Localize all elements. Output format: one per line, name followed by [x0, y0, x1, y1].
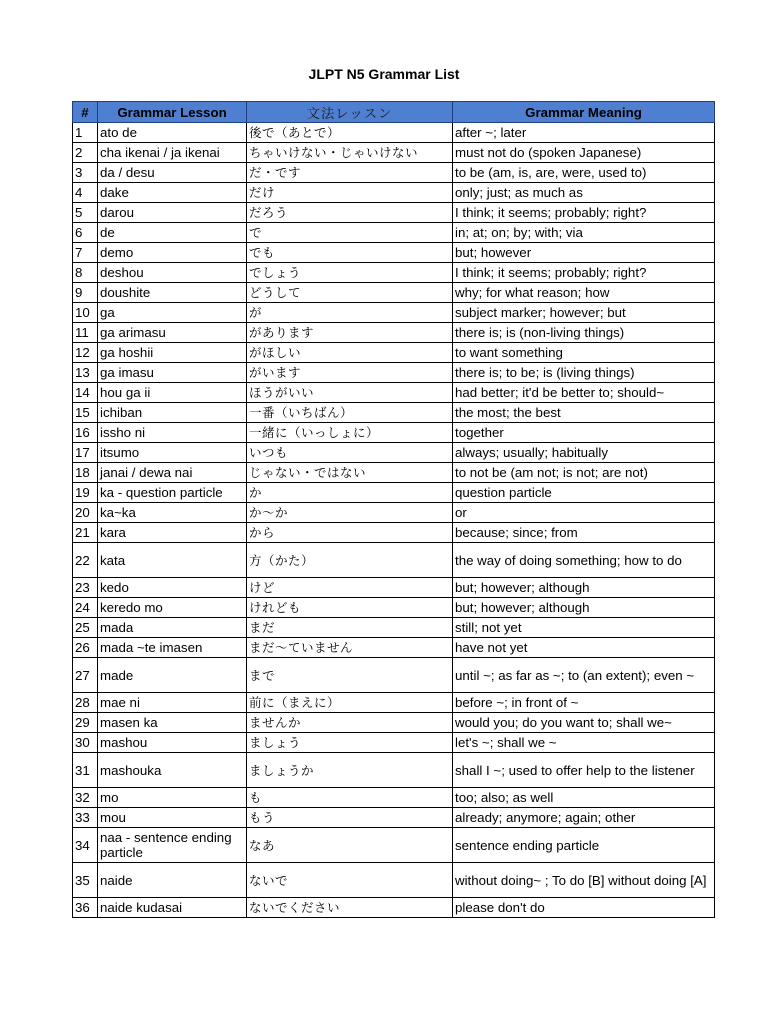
row-number: 23	[73, 578, 98, 598]
row-number: 31	[73, 753, 98, 788]
japanese-cell: まだ～ていません	[247, 638, 453, 658]
grammar-meaning-cell: I think; it seems; probably; right?	[453, 263, 715, 283]
row-number: 15	[73, 403, 98, 423]
grammar-meaning-cell: to not be (am not; is not; are not)	[453, 463, 715, 483]
grammar-meaning-cell: let's ~; shall we ~	[453, 733, 715, 753]
row-number: 18	[73, 463, 98, 483]
row-number: 11	[73, 323, 98, 343]
row-number: 22	[73, 543, 98, 578]
row-number: 28	[73, 693, 98, 713]
grammar-meaning-cell: subject marker; however; but	[453, 303, 715, 323]
grammar-lesson-cell: mashouka	[98, 753, 247, 788]
japanese-cell: 後で（あとで）	[247, 123, 453, 143]
grammar-meaning-cell: or	[453, 503, 715, 523]
japanese-cell: なあ	[247, 828, 453, 863]
grammar-meaning-cell: but; however; although	[453, 578, 715, 598]
row-number: 3	[73, 163, 98, 183]
row-number: 33	[73, 808, 98, 828]
grammar-lesson-cell: keredo mo	[98, 598, 247, 618]
grammar-meaning-cell: until ~; as far as ~; to (an extent); even ~	[453, 658, 715, 693]
row-number: 26	[73, 638, 98, 658]
header-japanese: 文法レッスン	[247, 102, 453, 123]
grammar-meaning-cell: the way of doing something; how to do	[453, 543, 715, 578]
grammar-lesson-cell: kedo	[98, 578, 247, 598]
grammar-lesson-cell: ichiban	[98, 403, 247, 423]
grammar-meaning-cell: in; at; on; by; with; via	[453, 223, 715, 243]
table-row	[73, 543, 715, 578]
grammar-lesson-cell: masen ka	[98, 713, 247, 733]
grammar-lesson-cell: naa - sentence ending particle	[98, 828, 247, 863]
grammar-meaning-cell: too; also; as well	[453, 788, 715, 808]
japanese-cell: が	[247, 303, 453, 323]
header-grammar-lesson: Grammar Lesson	[98, 102, 247, 123]
row-number: 19	[73, 483, 98, 503]
grammar-meaning-cell: after ~; later	[453, 123, 715, 143]
table-row	[73, 503, 715, 523]
grammar-lesson-cell: demo	[98, 243, 247, 263]
grammar-lesson-cell: issho ni	[98, 423, 247, 443]
japanese-cell: でしょう	[247, 263, 453, 283]
row-number: 4	[73, 183, 98, 203]
grammar-lesson-cell: kata	[98, 543, 247, 578]
row-number: 14	[73, 383, 98, 403]
row-number: 30	[73, 733, 98, 753]
row-number: 8	[73, 263, 98, 283]
row-number: 24	[73, 598, 98, 618]
table-row	[73, 713, 715, 733]
table-header-row	[73, 102, 715, 123]
japanese-cell: いつも	[247, 443, 453, 463]
grammar-lesson-cell: mae ni	[98, 693, 247, 713]
table-row	[73, 263, 715, 283]
grammar-meaning-cell: had better; it'd be better to; should~	[453, 383, 715, 403]
table-row	[73, 693, 715, 713]
grammar-lesson-cell: naide kudasai	[98, 898, 247, 918]
japanese-cell: があります	[247, 323, 453, 343]
page-title: JLPT N5 Grammar List	[308, 66, 460, 82]
grammar-lesson-cell: made	[98, 658, 247, 693]
row-number: 12	[73, 343, 98, 363]
grammar-lesson-cell: doushite	[98, 283, 247, 303]
grammar-meaning-cell: always; usually; habitually	[453, 443, 715, 463]
grammar-lesson-cell: naide	[98, 863, 247, 898]
table-row	[73, 598, 715, 618]
japanese-cell: がいます	[247, 363, 453, 383]
row-number: 7	[73, 243, 98, 263]
grammar-meaning-cell: before ~; in front of ~	[453, 693, 715, 713]
japanese-cell: で	[247, 223, 453, 243]
grammar-lesson-cell: ga imasu	[98, 363, 247, 383]
grammar-lesson-cell: dake	[98, 183, 247, 203]
row-number: 20	[73, 503, 98, 523]
row-number: 6	[73, 223, 98, 243]
grammar-lesson-cell: ka~ka	[98, 503, 247, 523]
japanese-cell: だ・です	[247, 163, 453, 183]
table-row	[73, 578, 715, 598]
japanese-cell: ないで	[247, 863, 453, 898]
table-row	[73, 483, 715, 503]
japanese-cell: か～か	[247, 503, 453, 523]
table-row	[73, 163, 715, 183]
japanese-cell: だろう	[247, 203, 453, 223]
grammar-lesson-cell: ka - question particle	[98, 483, 247, 503]
japanese-cell: だけ	[247, 183, 453, 203]
table-row	[73, 463, 715, 483]
grammar-meaning-cell: to be (am, is, are, were, used to)	[453, 163, 715, 183]
row-number: 1	[73, 123, 98, 143]
table-row	[73, 123, 715, 143]
table-row	[73, 383, 715, 403]
japanese-cell: じゃない・ではない	[247, 463, 453, 483]
row-number: 10	[73, 303, 98, 323]
grammar-lesson-cell: da / desu	[98, 163, 247, 183]
japanese-cell: もう	[247, 808, 453, 828]
grammar-meaning-cell: sentence ending particle	[453, 828, 715, 863]
grammar-lesson-cell: mada	[98, 618, 247, 638]
japanese-cell: 一番（いちばん）	[247, 403, 453, 423]
grammar-meaning-cell: but; however; although	[453, 598, 715, 618]
table-row	[73, 223, 715, 243]
japanese-cell: けど	[247, 578, 453, 598]
row-number: 5	[73, 203, 98, 223]
table-row	[73, 243, 715, 263]
grammar-meaning-cell: there is; to be; is (living things)	[453, 363, 715, 383]
header-number: #	[73, 102, 98, 123]
table-row	[73, 658, 715, 693]
grammar-meaning-cell: only; just; as much as	[453, 183, 715, 203]
table-row	[73, 143, 715, 163]
table-row	[73, 443, 715, 463]
row-number: 16	[73, 423, 98, 443]
japanese-cell: けれども	[247, 598, 453, 618]
row-number: 21	[73, 523, 98, 543]
table-row	[73, 808, 715, 828]
row-number: 32	[73, 788, 98, 808]
header-grammar-meaning: Grammar Meaning	[453, 102, 715, 123]
grammar-lesson-cell: kara	[98, 523, 247, 543]
grammar-meaning-cell: because; since; from	[453, 523, 715, 543]
japanese-cell: まで	[247, 658, 453, 693]
table-row	[73, 303, 715, 323]
grammar-lesson-cell: ato de	[98, 123, 247, 143]
table-row	[73, 828, 715, 863]
row-number: 2	[73, 143, 98, 163]
table-row	[73, 523, 715, 543]
grammar-meaning-cell: shall I ~; used to offer help to the listener	[453, 753, 715, 788]
table-row	[73, 898, 715, 918]
row-number: 34	[73, 828, 98, 863]
row-number: 17	[73, 443, 98, 463]
grammar-lesson-cell: cha ikenai / ja ikenai	[98, 143, 247, 163]
japanese-cell: ましょうか	[247, 753, 453, 788]
table-row	[73, 183, 715, 203]
japanese-cell: がほしい	[247, 343, 453, 363]
table-row	[73, 618, 715, 638]
japanese-cell: か	[247, 483, 453, 503]
grammar-meaning-cell: already; anymore; again; other	[453, 808, 715, 828]
japanese-cell: でも	[247, 243, 453, 263]
japanese-cell: 方（かた）	[247, 543, 453, 578]
grammar-meaning-cell: have not yet	[453, 638, 715, 658]
grammar-lesson-cell: de	[98, 223, 247, 243]
japanese-cell: 前に（まえに）	[247, 693, 453, 713]
grammar-lesson-cell: itsumo	[98, 443, 247, 463]
row-number: 13	[73, 363, 98, 383]
japanese-cell: ましょう	[247, 733, 453, 753]
table-row	[73, 753, 715, 788]
row-number: 29	[73, 713, 98, 733]
grammar-meaning-cell: please don't do	[453, 898, 715, 918]
grammar-meaning-cell: I think; it seems; probably; right?	[453, 203, 715, 223]
japanese-cell: まだ	[247, 618, 453, 638]
table-row	[73, 733, 715, 753]
row-number: 25	[73, 618, 98, 638]
table-row	[73, 403, 715, 423]
row-number: 36	[73, 898, 98, 918]
japanese-cell: ないでください	[247, 898, 453, 918]
japanese-cell: 一緒に（いっしょに）	[247, 423, 453, 443]
grammar-lesson-cell: mashou	[98, 733, 247, 753]
table-row	[73, 788, 715, 808]
japanese-cell: ちゃいけない・じゃいけない	[247, 143, 453, 163]
grammar-meaning-cell: to want something	[453, 343, 715, 363]
grammar-lesson-cell: mo	[98, 788, 247, 808]
grammar-meaning-cell: but; however	[453, 243, 715, 263]
grammar-meaning-cell: why; for what reason; how	[453, 283, 715, 303]
grammar-lesson-cell: mada ~te imasen	[98, 638, 247, 658]
grammar-meaning-cell: must not do (spoken Japanese)	[453, 143, 715, 163]
grammar-lesson-cell: ga	[98, 303, 247, 323]
grammar-lesson-cell: deshou	[98, 263, 247, 283]
grammar-table	[72, 101, 715, 918]
japanese-cell: どうして	[247, 283, 453, 303]
japanese-cell: から	[247, 523, 453, 543]
grammar-meaning-cell: together	[453, 423, 715, 443]
table-row	[73, 863, 715, 898]
grammar-lesson-cell: janai / dewa nai	[98, 463, 247, 483]
grammar-meaning-cell: without doing~ ; To do [B] without doing [A]	[453, 863, 715, 898]
grammar-meaning-cell: would you; do you want to; shall we~	[453, 713, 715, 733]
row-number: 27	[73, 658, 98, 693]
table-row	[73, 203, 715, 223]
grammar-meaning-cell: still; not yet	[453, 618, 715, 638]
grammar-lesson-cell: ga arimasu	[98, 323, 247, 343]
grammar-lesson-cell: darou	[98, 203, 247, 223]
japanese-cell: ほうがいい	[247, 383, 453, 403]
row-number: 9	[73, 283, 98, 303]
table-row	[73, 343, 715, 363]
table-row	[73, 323, 715, 343]
row-number: 35	[73, 863, 98, 898]
grammar-meaning-cell: question particle	[453, 483, 715, 503]
grammar-lesson-cell: mou	[98, 808, 247, 828]
grammar-lesson-cell: hou ga ii	[98, 383, 247, 403]
grammar-meaning-cell: the most; the best	[453, 403, 715, 423]
grammar-meaning-cell: there is; is (non-living things)	[453, 323, 715, 343]
table-row	[73, 363, 715, 383]
japanese-cell: ませんか	[247, 713, 453, 733]
table-row	[73, 283, 715, 303]
table-row	[73, 423, 715, 443]
table-row	[73, 638, 715, 658]
grammar-lesson-cell: ga hoshii	[98, 343, 247, 363]
japanese-cell: も	[247, 788, 453, 808]
